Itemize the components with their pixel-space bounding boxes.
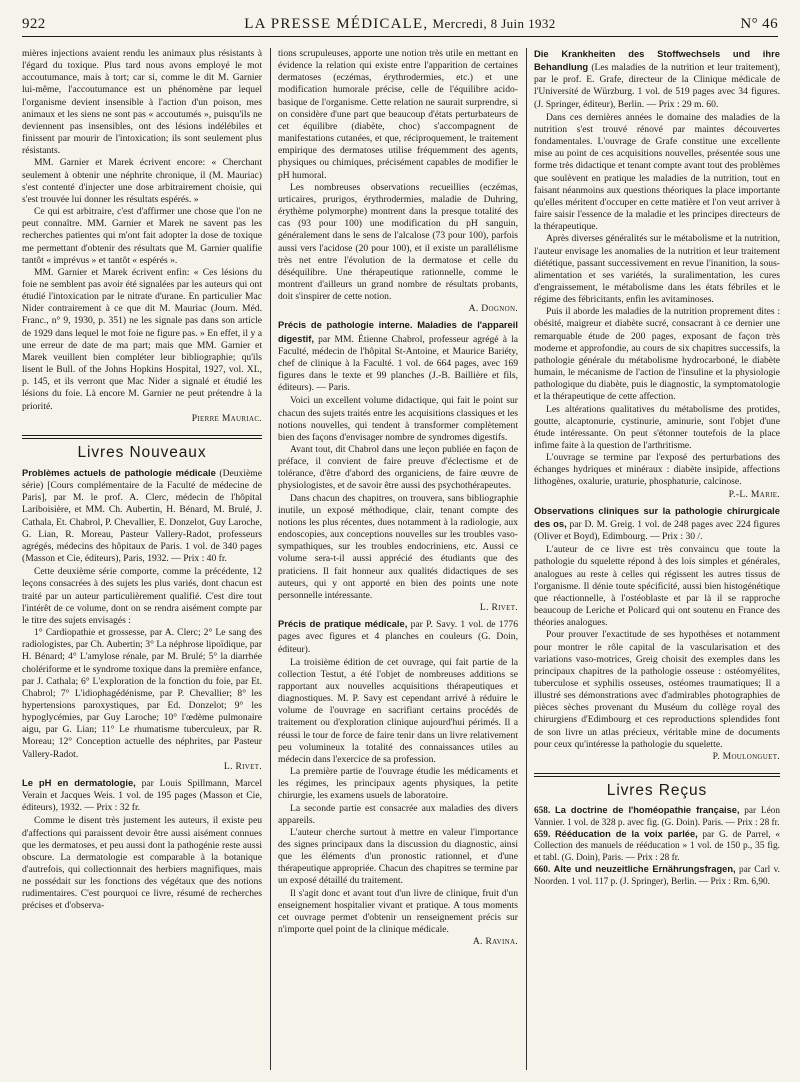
- reviewer-signature: L. Rivet.: [223, 760, 262, 772]
- paragraph: Pour prouver l'exactitude de ses hypothèses et notamment pour montrer le rôle capital de la vascularisation et des variations vaso-motrices, Greig choisit des exemples dans les principaux chapitres de la pathologie osseuse : ostéomyélites, tuberculose et syphilis osseuses, ostéomes traumatiques; Il a illustré ses démonstrations avec d'admirables photographies de pièces sèches provenant du Muséum du collège royal des chirurgiens d'Edimbourg et ces reproductions splendides font de son livre un atlas précieux, véritable mine de documents pour ceux qu'intéresse la pathologie du squelette.: [534, 629, 780, 750]
- paragraph: Comme le disent très justement les auteurs, il existe peu d'affections qui paraissent devoir être aussi aisément connues que les dermatoses, et peu aussi dont la pathogénie reste aussi obscure. La dermatologie est comparable à la botanique d'autrefois, qui collectionnait des herbiers magnifiques, mais ne possédait sur les fonctions des végétaux que des notions rudimentaires. C'est pourquoi ce livre, résumé de recherches précises et d'observa-: [22, 815, 262, 912]
- reviewer-signature: P.-L. Marie.: [728, 488, 780, 500]
- review-heading: [22, 777, 262, 814]
- paragraph: Les nombreuses observations recueillies (eczémas, urticaires, prurigos, érythrodermies, maladie de Duhring, érythème polymorphe) montrent dans la presque totalité des cas (93 pour 100) une modification du pH sanguin, généralement dans le sens de l'alcalose (73 pour 100), parfois aussi vers l'acidose (20 pour 100), et il existe un parallélisme très net entre l'évolution de la dermatose et celle du déséquilibre. Une thérapeutique rationnelle, comme le montrent d'ailleurs un grand nombre de résultats probants, doit s'inspirer de cette notion.: [278, 181, 518, 303]
- journal-title: [22, 16, 778, 33]
- review-heading: [278, 319, 518, 394]
- paragraph: Cette deuxième série comporte, comme la précédente, 12 leçons consacrées à des sujets les plus variés, dont chacun est traité par un auteur particulièrement qualifié. C'est dire tout l'intérêt de ce volume, dont on se rendra aisément compte par le titre des sujets envisagés :: [22, 566, 262, 626]
- paragraph: 1° Cardiopathie et grossesse, par A. Clerc; 2° Le sang des radiologistes, par Ch. Aubertin; 3° La néphrose lipoïdique, par H. Bénard; 4° L'amylose rénale, par M. Brulé; 5° la diarrhée cholériforme et le syndrome toxique dans la première enfance, par J. Cathala; 6° L'exploration de la fonction du foie, par Et. Chabrol; 7° L'idiophagédénisme, par P. Chevallier; 8° les hypertensions paroxystiques, par Ed. Donzelot; 9° les hypoglycémies, par Guy Laroche; 10° l'œdème pulmonaire aigu, par G. Lian; 11° Le rhumatisme tuberculeux, par R. Moreau; 12° Conception actuelle des néphrites, par Pasteur Vallery-Radot.: [22, 627, 262, 760]
- paragraph: Dans ces dernières années le domaine des maladies de la nutrition s'est trouvé rénové par maintes découvertes fondamentales. L'ouvrage de Grafe constitue une excellente mise au point de ces acquisitions nouvelles, présentée sous une forme très didactique et tenant compte avant tout des problèmes que soulèvent en pratique les maladies de la nutrition, tout en faisant néanmoins aux questions théoriques la place importante qu'elles méritent d'occuper en cette matière et l'on veut arriver à faire saisir l'essence de la maladie et les principes directeurs de la thérapeutique.: [534, 111, 780, 233]
- paragraph: MM. Garnier et Marek écrivent encore: « Cherchant seulement à obtenir une néphrite chronique, il (M. Mauriac) s'est contenté d'injecter une dose arbitrairement choisie, qui s'est trouvée lui donner les résultats espérés. »: [22, 157, 262, 205]
- book-title: Rééducation de la voix parlée,: [554, 829, 698, 840]
- list-item: [534, 805, 780, 829]
- paragraph: Voici un excellent volume didactique, qui fait le point sur chacun des sujets traités entre les acquisitions classiques et les notions nouvelles, qui tendent à transformer complètement bien des façons d'envisager nombre de syndromes digestifs.: [278, 395, 518, 443]
- book-title: Die Krankheiten des Stoffwechsels und ihre Behandlung: [534, 48, 780, 73]
- paragraph: Puis il aborde les maladies de la nutrition proprement dites : obésité, maigreur et diabète sucré, consacrant à ce dernier une remarquable étude de 200 pages, exposant de façon très moderne et approfondie, au cours de six chapitres successifs, la pathologie générale du métabolisme hydrocarboné, le diabète humain, le mécanisme de l'action de l'insuline et la physiologie pathologique du diabète, puis le diagnostic, la symptomatologie et la thérapeutique de cette affection.: [534, 306, 780, 403]
- paragraph: mières injections avaient rendu les animaux plus résistants à l'égard du toxique. Plus tard nous avons employé le mot accoutumance, mais à tort; car si, comme le dit M. Garnier lui-même, l'accoutumance est un phénomène par lequel l'organisme devient insensible à l'action d'un poison, mes animaux et les siens ne sont pas « accoutumés », puisqu'ils ne deviennent pas insensibles, ont des lésions indélébiles et finissent par mourir de l'intoxication; ils sont seulement plus résistants.: [22, 48, 262, 157]
- journal-name: LA PRESSE MÉDICALE,: [244, 16, 429, 32]
- book-details: (Deuxième série) [Cours complémentaire de la Faculté de médecine de Paris], par M. le prof. A. Clerc, médecin de l'hôpital Lariboisière, et MM. Ch. Aubertin, H. Bénard, M. Brulé, J. Cathala, Et. Chabrol, P. Chevallier, E. Donzelot, Guy Laroche, G. Lian, R. Moreau, Pasteur Vallery-Radot, professeurs agrégés, médecins des hôpitaux de Paris. 1 vol. de 340 pages (Masson et Cie, éditeurs), Paris, 1932. — Prix : 40 fr.: [22, 468, 262, 565]
- book-details: par D. M. Greig. 1 vol. de 248 pages avec 224 figures (Oliver et Boyd), Edimbourg. — Prix : 30 /.: [534, 518, 780, 543]
- list-item: [534, 829, 780, 864]
- book-details: par MM. Étienne Chabrol, professeur agrégé à la Faculté, médecin de l'hôpital St-Antoine, et Maurice Bariéty, chef de clinique à la Faculté. 1 vol. de 664 pages, avec 169 figures dans le texte et 99 planches (J.-B. Baillière et fils, éditeurs). — Paris.: [278, 333, 518, 394]
- paragraph: L'auteur de ce livre est très convaincu que toute la pathologie du squelette répond à des lois simples et générales, analogues au reste à celles qui régissent les autres tissus de l'organisme. Il dénie toute spécificité, aussi bien histogénétique que réactionnelle, à l'ostéoblaste et par là il se rapproche beaucoup de Leriche et Policard qui ont soutenu en France des théories analogues.: [534, 544, 780, 629]
- book-review: [22, 777, 262, 913]
- item-number: 658.: [534, 806, 551, 817]
- issue-number: N° 46: [740, 16, 778, 32]
- column-divider: [526, 48, 527, 1070]
- section-title-livres-recus: Livres Reçus: [606, 782, 708, 800]
- review-heading: [534, 48, 780, 111]
- reviewer-signature: L. Rivet.: [479, 602, 518, 614]
- paragraph: La troisième édition de cet ouvrage, qui fait partie de la collection Testut, a été l'objet de nombreuses additions se rapportant aux nouvelles acquisitions thérapeutiques et diagnostiques. M. P. Savy est cependant arrivé à réduire le volume de l'ouvrage en sacrifiant certains procédés de traitement ou d'exploration clinique aujourd'hui périmés. Il a réussi le tour de force de faire tenir dans un livre relativement peu volumineux la totalité des connaissances utiles au médecin dans l'exercice de sa profession.: [278, 656, 518, 765]
- item-number: 659.: [534, 830, 551, 841]
- paragraph: Les altérations qualitatives du métabolisme des protides, goutte, alcaptonurie, cystinurie, aminurie, sont l'objet d'une étude intéressante. On peut s'étonner toutefois de la place infime faite à la question de l'arthritisme.: [534, 403, 780, 451]
- book-title: Observations cliniques sur la pathologie chirurgicale des os,: [534, 504, 780, 529]
- column-middle: [278, 48, 518, 1073]
- paragraph: Après diverses généralités sur le métabolisme et la nutrition, l'auteur envisage les anomalies de la nutrition et leur traitement diététique, passant successivement en revue l'inanition, la sous-alimentation et ses variétés, la suralimentation, les cures d'engraissement, le métabolisme dans les états fébriles et le régime des fébricitants, enfin les avitaminoses.: [534, 233, 780, 306]
- reviewer-signature: A. Ravina.: [472, 936, 518, 948]
- book-title: Alte und neuzeitliche Ernährungsfragen,: [553, 864, 736, 875]
- column-divider: [270, 48, 271, 1070]
- book-title: La doctrine de l'homéopathie française,: [555, 805, 740, 816]
- paragraph: tions scrupuleuses, apporte une notion très utile en mettant en évidence la relation qui existe entre l'apparition de certaines dermatoses (eczémas, érythrodermies, etc.) et une modification humorale précise, celle de l'équilibre acido-basique de l'organisme. Cette relation ne saurait surprendre, si on considère d'une part que beaucoup d'états perturbateurs de cet équilibre (diabète, choc) s'accompagnent de manifestations cutanées, et que, réciproquement, le traitement empirique des dermatoses utilise fréquemment des agents, physiques ou chimiques, précisément capables de modifier le pH humoral.: [278, 48, 518, 181]
- paragraph: Dans chacun des chapitres, on trouvera, sans bibliographie inutile, un exposé méthodique, clair, tenant compte des notions les plus récentes, dues notamment à la radiologie, aux endoscopies, aux conceptions nouvelles sur les troubles vaso-sympathiques, sur les troubles endocriniens, etc. Aussi ce volume sera-t-il aussi apprécié des étudiants que des praticiens. Il fait honneur aux qualités didactiques de ses auteurs, qui y ont apporté en bien des points une note personnelle intéressante.: [278, 492, 518, 601]
- book-details: par Louis Spillmann, Marcel Verain et Jacques Weis. 1 vol. de 195 pages (Masson et Cie, éditeurs), 1932. — Prix : 32 fr.: [22, 777, 262, 814]
- paragraph: Ce qui est arbitraire, c'est d'affirmer une chose que l'on ne peut connaître. MM. Garnier et Marek ne savent pas les recherches patientes qui m'ont fait adopter la dose de toxique me permettant d'obtenir des résultats que M. Garnier qualifie tantôt « imprévus » et tantôt « espérés ».: [22, 206, 262, 266]
- book-review: [278, 618, 518, 948]
- book-review: [534, 48, 780, 501]
- issue-date: Mercredi, 8 Juin 1932: [432, 16, 556, 31]
- book-details: par Léon Vannier. 1 vol. de 328 p. avec fig. (G. Doin). Paris. — Prix : 28 fr.: [534, 806, 780, 828]
- book-review: [278, 319, 518, 614]
- reviewer-signature: P. Moulonguet.: [712, 750, 780, 762]
- section-rule: [534, 773, 780, 777]
- section-title-livres-nouveaux: Livres Nouveaux: [77, 443, 207, 461]
- list-item: [534, 864, 780, 888]
- column-right: [534, 48, 780, 1073]
- books-received-list: [534, 805, 780, 888]
- page-header: [22, 10, 778, 37]
- book-details: (Les maladies de la nutrition et leur traitement), par le prof. E. Grafe, directeur de la Clinique médicale de l'Université de Würzburg. 1 vol. de 519 pages avec 34 figures. (J. Springer, éditeur), Berlin. — Prix : 29 m. 60.: [534, 62, 780, 110]
- book-title: Précis de pratique médicale,: [278, 618, 408, 630]
- book-details: par Carl v. Noorden. 1 vol. 117 p. (J. Springer), Berlin. — Prix : Rm. 6,90.: [534, 865, 780, 887]
- book-title: Précis de pathologie interne. Maladies de l'appareil digestif,: [278, 319, 518, 344]
- column-left: [22, 48, 262, 1073]
- paragraph: L'auteur cherche surtout à mettre en valeur l'importance des signes principaux dans la discussion du diagnostic, ainsi que les éléments d'un pronostic rationnel, et d'une thérapeutique appropriée. Chacun des chapitres se termine par un exposé détaillé du traitement.: [278, 826, 518, 887]
- item-number: 660.: [534, 865, 551, 876]
- book-review: [22, 467, 262, 773]
- book-review: [534, 505, 780, 763]
- page-number: 922: [22, 16, 46, 32]
- book-title: Le pH en dermatologie,: [22, 776, 136, 788]
- author-signature: Pierre Mauriac.: [191, 412, 262, 424]
- paragraph: Avant tout, dit Chabrol dans une leçon publiée en façon de préface, il convient de faire preuve d'éclectisme et de tolérance, d'être d'abord des organiciens, de faire œuvre de physiologistes, et de savoir être aussi des psychothérapeutes.: [278, 444, 518, 492]
- paragraph: MM. Garnier et Marek écrivent enfin: « Ces lésions du foie ne semblent pas avoir été signalées par les auteurs qui ont étudié l'intoxication par le nitrate d'urane. En particulier Mac Nider contrairement à ce que dit M. Mauriac (Journ. Méd. Franc., n° 9, 1930, p. 351) ne les signale pas dans son article de 1929 dans lequel le mot foie ne figure pas. » En effet, il y a une erreur de date de ma part; mais que MM. Garnier et Marek veuillent bien compléter leur bibliographie; qu'ils lisent le Bull. of the Johns Hopkins Hospital, 1927, vol. XL, p. 145, et ils verront que Mac Nider a signalé et étudié les lésions du foie. Là encore M. Garnier ne peut prétendre à la priorité.: [22, 266, 262, 412]
- book-details: par P. Savy. 1 vol. de 1776 pages avec figures et 4 planches en couleurs (G. Doin, éditeur).: [278, 619, 518, 655]
- review-heading: [22, 467, 262, 565]
- section-rule: [22, 435, 262, 439]
- review-heading: [278, 618, 518, 655]
- review-heading: [534, 505, 780, 543]
- paragraph: La seconde partie est consacrée aux maladies des divers appareils.: [278, 802, 518, 826]
- book-title: Problèmes actuels de pathologie médicale: [22, 467, 216, 478]
- book-details: par G. de Parrel, « Collection des manuels de rééducation » 1 vol. de 150 p., 35 fig. et tabl. (G. Doin), Paris. — Prix : 28 fr.: [534, 830, 780, 863]
- paragraph: Il s'agit donc et avant tout d'un livre de clinique, fruit d'un enseignement hospitalier vivant et pratique. A tous moments cet ouvrage permet d'obtenir un renseignement précis sur n'importe quel point de la clinique médicale.: [278, 887, 518, 936]
- paragraph: La première partie de l'ouvrage étudie les médicaments et les régimes, les principaux agents physiques, la petite chirurgie, les examens usuels de laboratoire.: [278, 766, 518, 802]
- paragraph: L'ouvrage se termine par l'exposé des perturbations des échanges hydriques et minéraux : diabète insipide, affections lithogènes, oxalurie, uraturie, phosphaturie, calcinose.: [534, 452, 780, 488]
- reviewer-signature: A. Dognon.: [468, 303, 518, 315]
